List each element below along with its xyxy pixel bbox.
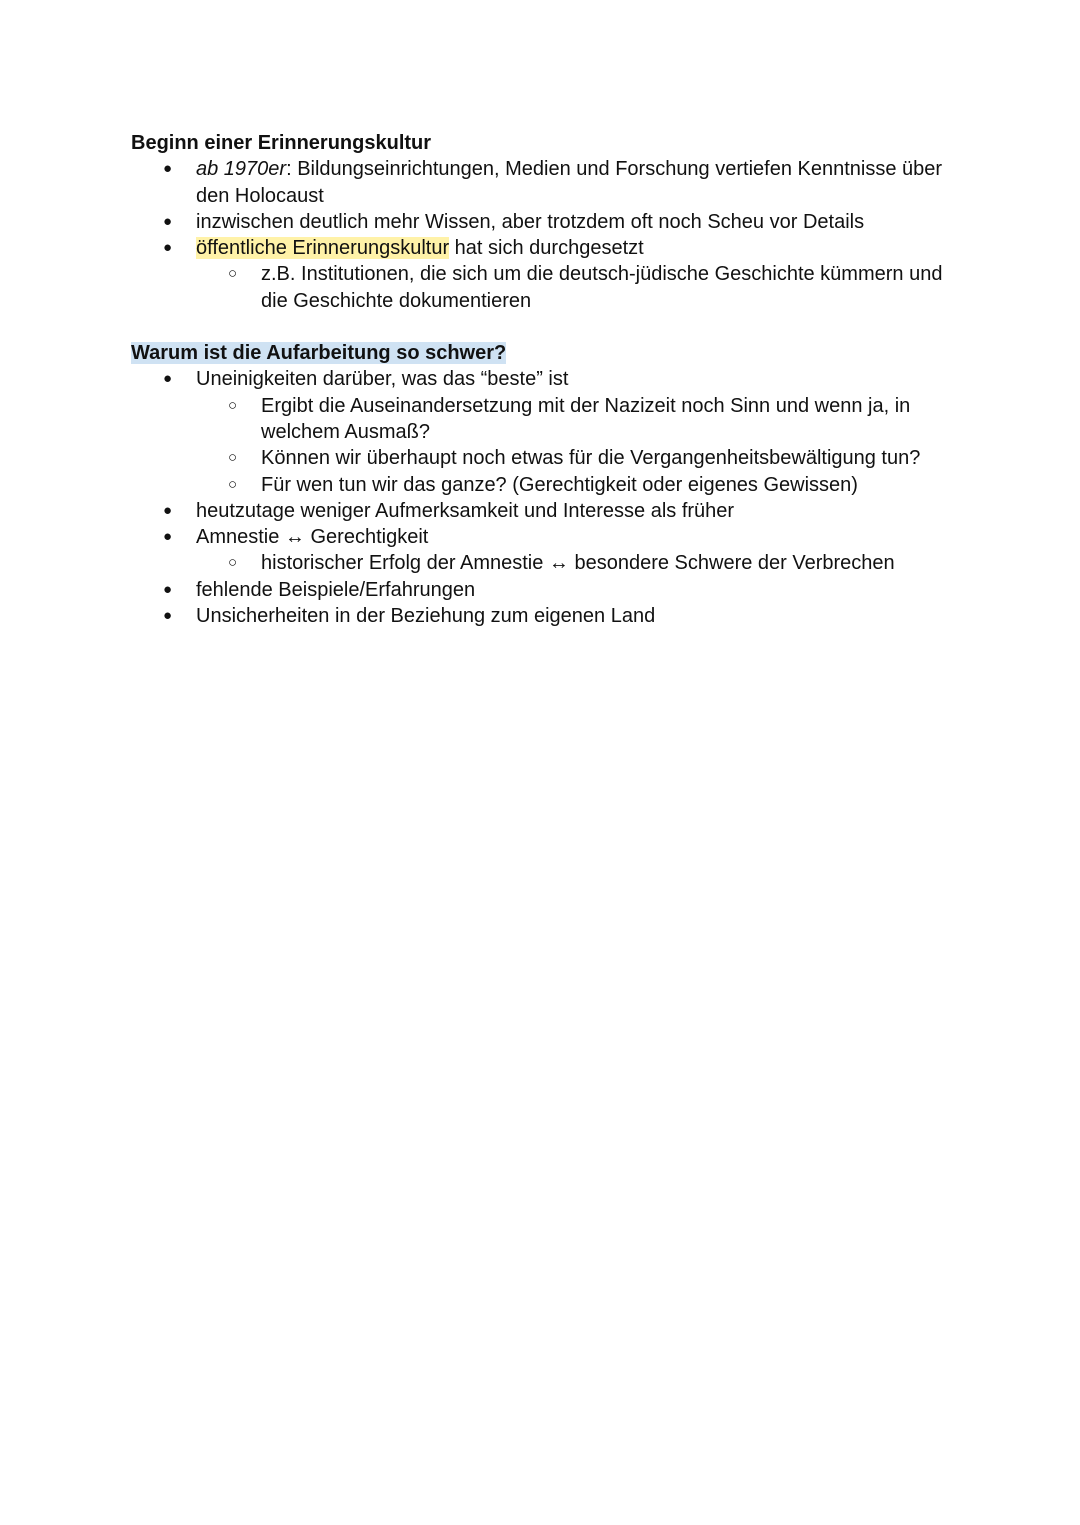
document-content bbox=[131, 130, 951, 629]
section-heading-erinnerungskultur: Beginn einer Erinnerungskultur bbox=[131, 132, 432, 154]
italic-term: ab 1970er bbox=[196, 158, 287, 181]
section-heading-aufarbeitung: Warum ist die Aufarbeitung so schwer? bbox=[131, 342, 507, 365]
bullet-list-aufarbeitung bbox=[131, 366, 951, 629]
list-item: ● Amnestie ↔ Gerechtigkeit bbox=[131, 524, 951, 550]
sub-list-item: ○ z.B. Institutionen, die sich um die deutsch-jüdische Geschichte kümmern und die Geschichte dokumentieren bbox=[131, 261, 951, 314]
list-item: ● Uneinigkeiten darüber, was das “beste” ist bbox=[131, 366, 951, 392]
list-item: ● öffentliche Erinnerungskultur hat sich durchgesetzt bbox=[131, 235, 951, 261]
sub-list-item: ○ Für wen tun wir das ganze? (Gerechtigkeit oder eigenes Gewissen) bbox=[131, 472, 951, 498]
list-item: ● heutzutage weniger Aufmerksamkeit und Interesse als früher bbox=[131, 498, 951, 524]
sub-list-item: ○ Ergibt die Auseinandersetzung mit der Nazizeit noch Sinn und wenn ja, in welchem Ausmaß? bbox=[131, 393, 951, 446]
sub-list-item: ○ Können wir überhaupt noch etwas für die Vergangenheitsbewältigung tun? bbox=[131, 445, 951, 471]
list-item: ● Unsicherheiten in der Beziehung zum eigenen Land bbox=[131, 603, 951, 629]
list-item: ● fehlende Beispiele/Erfahrungen bbox=[131, 577, 951, 603]
bullet-list-erinnerungskultur bbox=[131, 156, 951, 314]
sub-list-item: ○ historischer Erfolg der Amnestie ↔ besondere Schwere der Verbrechen bbox=[131, 550, 951, 576]
list-item: ● inzwischen deutlich mehr Wissen, aber trotzdem oft noch Scheu vor Details bbox=[131, 209, 951, 235]
list-item: ● ab 1970er: Bildungseinrichtungen, Medien und Forschung vertiefen Kenntnisse über den Holocaust bbox=[131, 156, 951, 209]
highlighted-term: öffentliche Erinnerungskultur bbox=[196, 237, 450, 260]
